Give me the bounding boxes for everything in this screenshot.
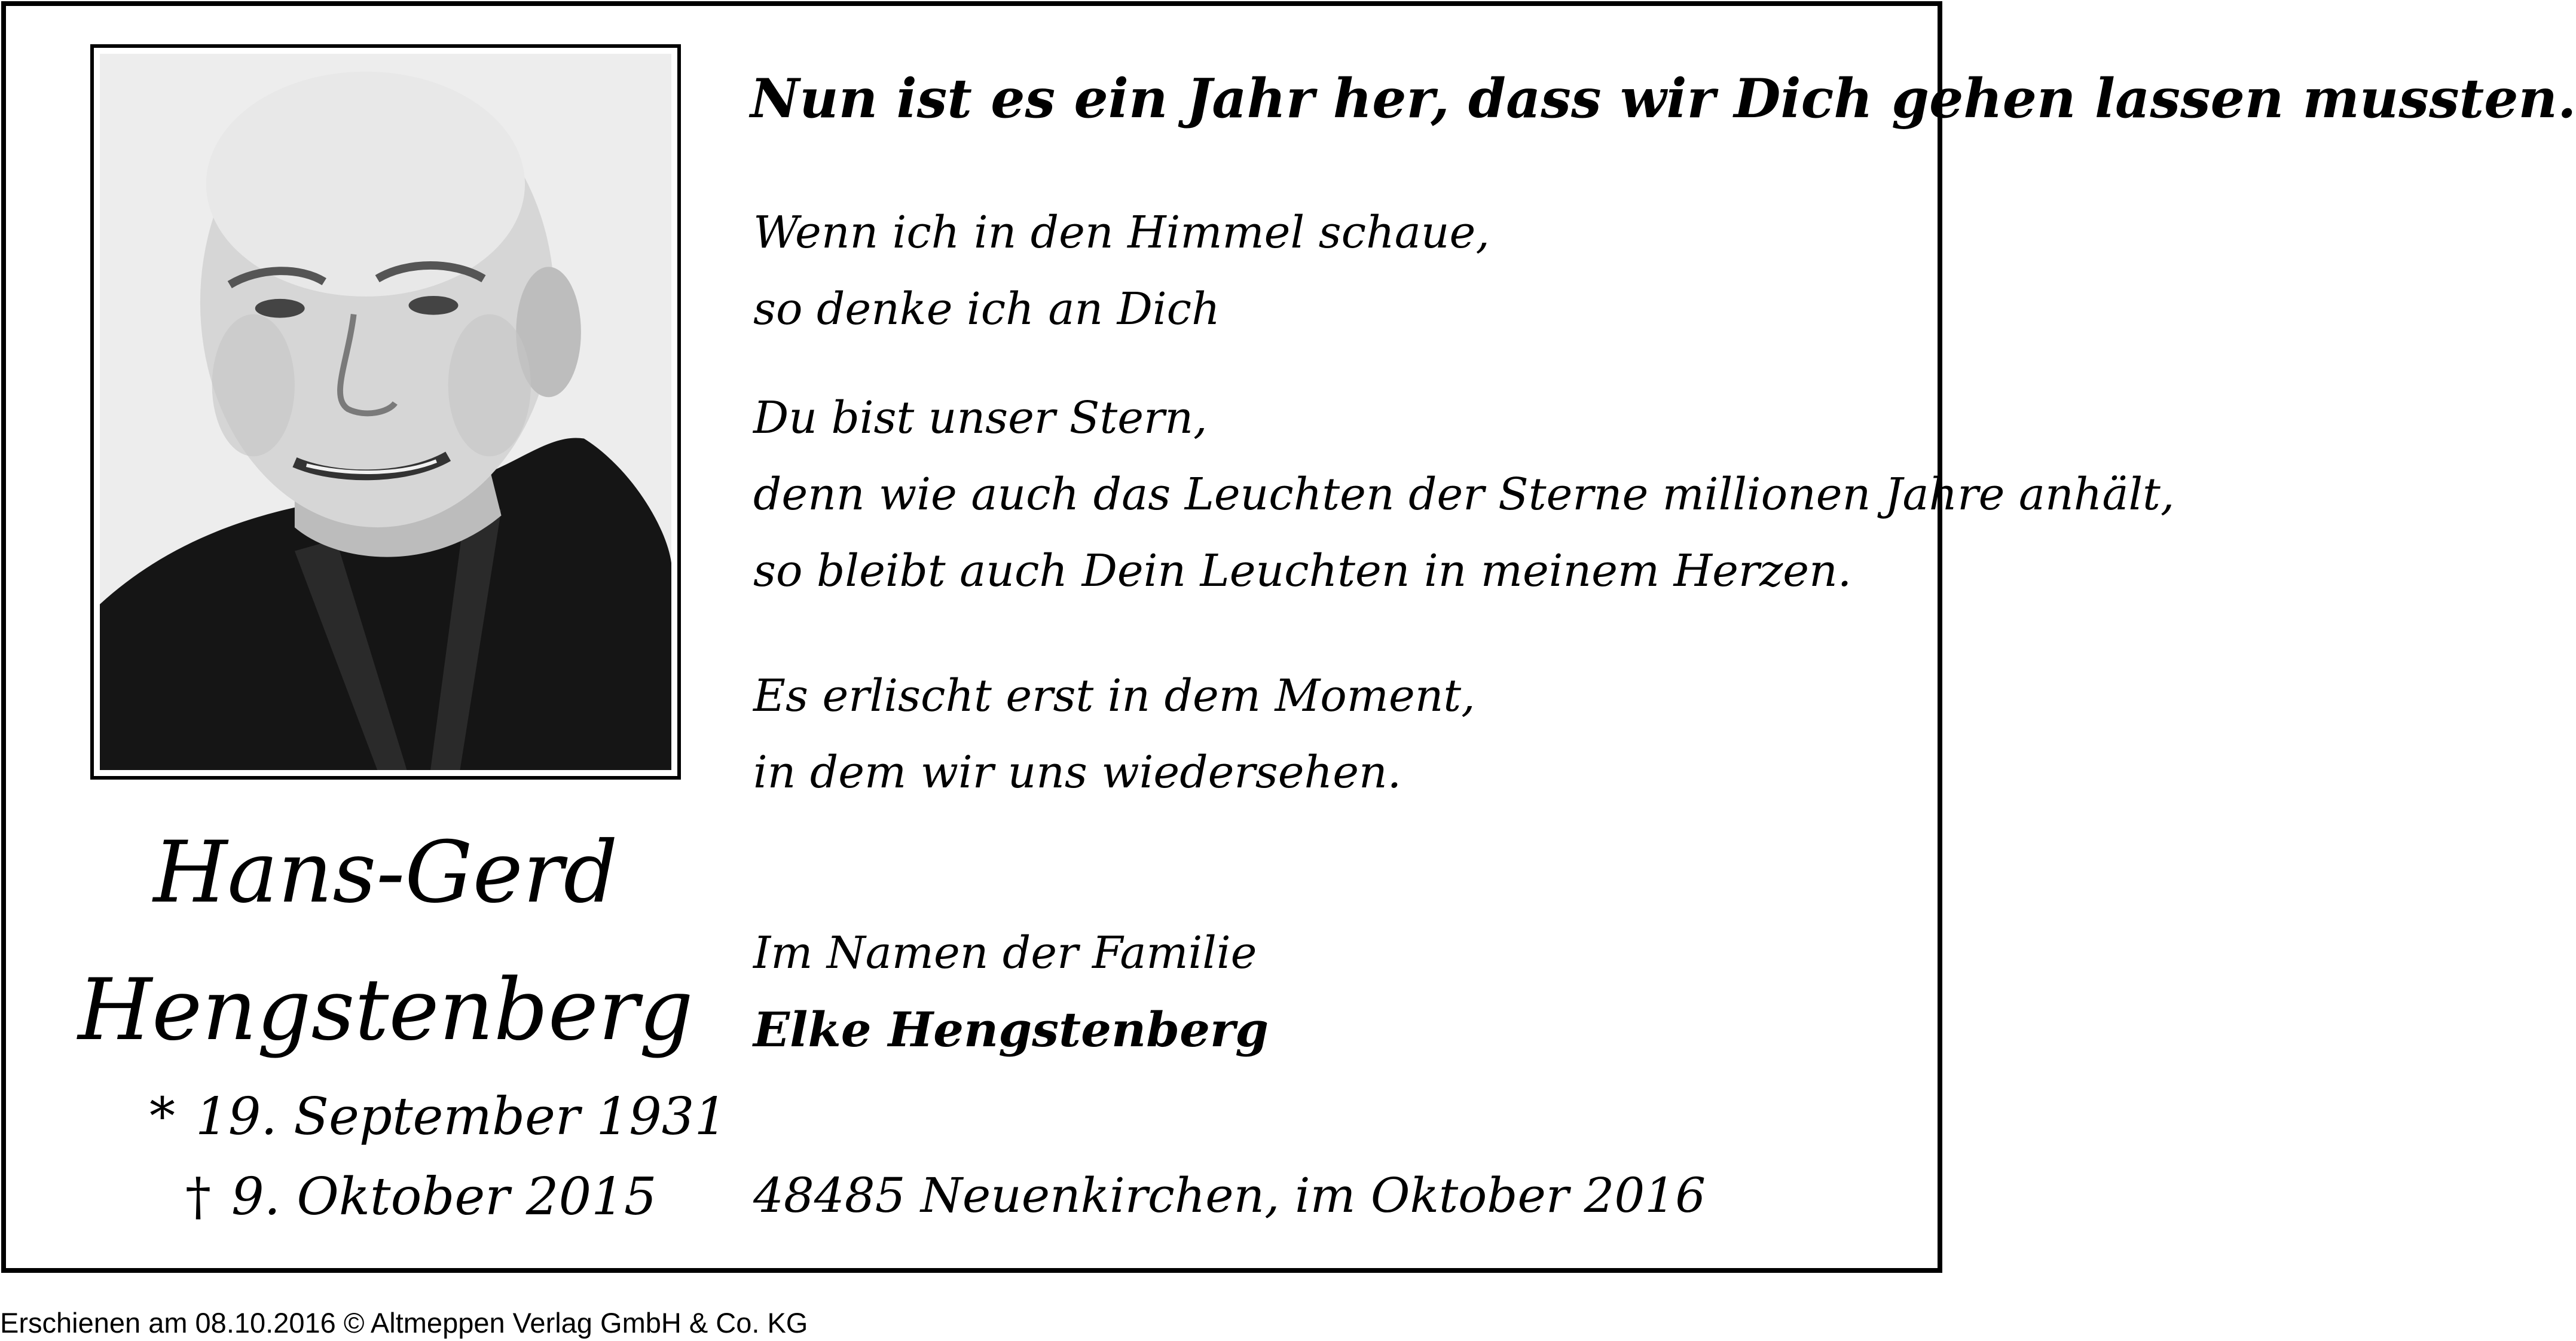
birth-date: 19. September 1931	[195, 1087, 728, 1147]
place-and-date: 48485 Neuenkirchen, im Oktober 2016	[753, 1168, 1706, 1223]
portrait-illustration	[100, 54, 671, 770]
birth-date-row	[149, 1087, 727, 1147]
signoff	[753, 915, 1269, 1068]
portrait-frame	[90, 44, 681, 780]
verse-one	[753, 194, 1490, 347]
death-cross-icon: †	[185, 1167, 211, 1227]
signer-name: Elke Hengstenberg	[753, 1001, 1269, 1058]
deceased-last-name: Hengstenberg	[78, 961, 693, 1059]
death-date: 9. Oktober 2015	[231, 1167, 657, 1227]
verse-line: so denke ich an Dich	[753, 283, 1220, 335]
verse-line: in dem wir uns wiedersehen.	[753, 747, 1402, 798]
verse-line: Du bist unser Stern,	[753, 392, 1208, 444]
obituary-card	[1, 1, 2576, 1273]
headline: Nun ist es ein Jahr her, dass wir Dich gehen lassen mussten.	[750, 67, 2576, 130]
publication-footer: Erschienen am 08.10.2016 © Altmeppen Verlag GmbH & Co. KG	[0, 1307, 808, 1339]
signoff-intro: Im Namen der Familie	[753, 927, 1257, 979]
verse-two	[753, 380, 2174, 609]
deceased-first-name: Hans-Gerd	[153, 823, 618, 922]
verse-line: Es erlischt erst in dem Moment,	[753, 670, 1475, 722]
death-date-row	[185, 1167, 657, 1227]
portrait-photo	[100, 54, 671, 770]
verse-three	[753, 658, 1475, 811]
verse-line: Wenn ich in den Himmel schaue,	[753, 207, 1490, 258]
verse-line: denn wie auch das Leuchten der Sterne millionen Jahre anhält,	[753, 469, 2175, 520]
birth-star-icon: *	[149, 1087, 175, 1147]
verse-line: so bleibt auch Dein Leuchten in meinem Herzen.	[753, 545, 1852, 597]
